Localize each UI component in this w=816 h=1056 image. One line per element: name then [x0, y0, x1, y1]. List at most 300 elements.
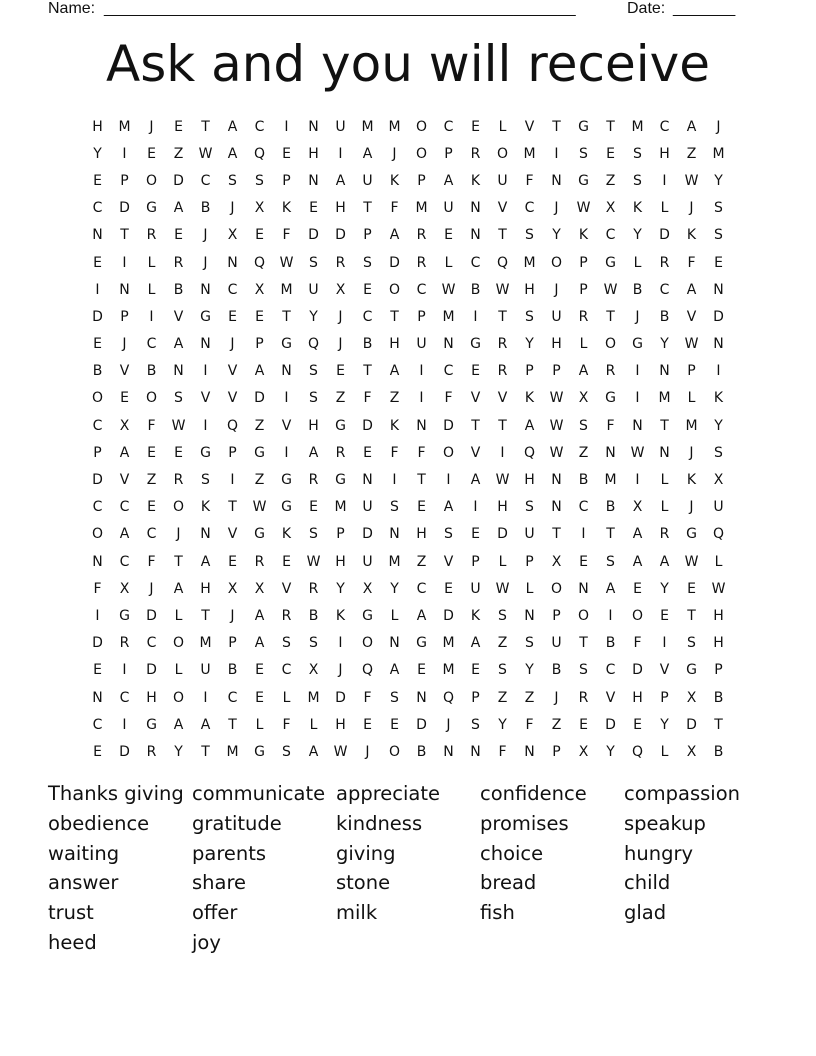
grid-letter[interactable]: E — [471, 118, 480, 135]
grid-letter[interactable]: I — [95, 281, 100, 298]
grid-letter[interactable]: T — [606, 308, 615, 325]
grid-letter[interactable]: S — [498, 662, 507, 679]
grid-letter[interactable]: I — [122, 145, 127, 162]
grid-letter[interactable]: X — [227, 580, 238, 597]
grid-letter[interactable]: I — [635, 390, 640, 407]
grid-letter[interactable]: L — [444, 254, 453, 271]
grid-letter[interactable]: I — [473, 499, 478, 516]
grid-letter[interactable]: O — [442, 444, 455, 461]
grid-letter[interactable]: W — [333, 743, 348, 760]
grid-letter[interactable]: M — [199, 635, 212, 652]
grid-letter[interactable]: N — [659, 363, 670, 380]
grid-letter[interactable]: S — [201, 472, 210, 489]
grid-letter[interactable]: K — [524, 390, 535, 407]
grid-letter[interactable]: M — [388, 118, 401, 135]
grid-letter[interactable]: A — [254, 363, 265, 380]
grid-letter[interactable]: A — [335, 172, 346, 189]
grid-letter[interactable]: V — [227, 363, 238, 380]
grid-letter[interactable]: T — [228, 716, 237, 733]
grid-letter[interactable]: A — [524, 417, 535, 434]
grid-letter[interactable]: B — [659, 308, 670, 325]
grid-letter[interactable]: D — [659, 227, 670, 244]
grid-letter[interactable]: E — [228, 308, 237, 325]
grid-letter[interactable]: Q — [631, 743, 644, 760]
grid-letter[interactable]: J — [635, 308, 640, 325]
grid-letter[interactable]: Y — [336, 580, 345, 597]
grid-letter[interactable]: E — [336, 363, 345, 380]
grid-letter[interactable]: P — [525, 553, 534, 570]
grid-letter[interactable]: L — [660, 200, 669, 217]
grid-letter[interactable]: J — [230, 200, 235, 217]
grid-letter[interactable]: V — [119, 472, 130, 489]
grid-letter[interactable]: B — [470, 281, 481, 298]
grid-letter[interactable]: F — [147, 553, 156, 570]
grid-letter[interactable]: I — [419, 363, 424, 380]
grid-letter[interactable]: N — [524, 743, 535, 760]
grid-letter[interactable]: I — [473, 308, 478, 325]
grid-letter[interactable]: O — [604, 336, 617, 353]
grid-letter[interactable]: H — [416, 526, 427, 543]
grid-letter[interactable]: V — [227, 390, 238, 407]
grid-letter[interactable]: S — [444, 526, 453, 543]
grid-letter[interactable]: S — [363, 254, 372, 271]
grid-letter[interactable]: X — [686, 743, 697, 760]
grid-letter[interactable]: C — [524, 200, 535, 217]
grid-letter[interactable]: N — [173, 363, 184, 380]
grid-letter[interactable]: O — [361, 635, 374, 652]
grid-letter[interactable]: Y — [660, 716, 669, 733]
grid-letter[interactable]: P — [552, 607, 561, 624]
grid-letter[interactable]: A — [227, 145, 238, 162]
grid-letter[interactable]: H — [632, 689, 643, 706]
grid-letter[interactable]: C — [659, 281, 670, 298]
grid-letter[interactable]: I — [635, 363, 640, 380]
grid-letter[interactable]: I — [284, 444, 289, 461]
grid-letter[interactable]: J — [122, 336, 127, 353]
grid-letter[interactable]: E — [282, 553, 291, 570]
grid-letter[interactable]: E — [390, 716, 399, 733]
date-blank-line[interactable]: _______ — [673, 0, 736, 17]
grid-letter[interactable]: C — [92, 200, 103, 217]
grid-letter[interactable]: C — [146, 526, 157, 543]
grid-letter[interactable]: V — [281, 417, 292, 434]
grid-letter[interactable]: Q — [523, 444, 536, 461]
grid-letter[interactable]: D — [416, 716, 427, 733]
grid-letter[interactable]: J — [554, 281, 559, 298]
grid-letter[interactable]: T — [363, 363, 372, 380]
grid-letter[interactable]: R — [119, 635, 130, 652]
grid-letter[interactable]: D — [146, 662, 157, 679]
grid-letter[interactable]: R — [470, 145, 481, 162]
grid-letter[interactable]: I — [122, 662, 127, 679]
grid-letter[interactable]: C — [146, 336, 157, 353]
grid-letter[interactable]: Y — [93, 145, 102, 162]
grid-letter[interactable]: E — [93, 172, 102, 189]
grid-letter[interactable]: D — [335, 227, 346, 244]
grid-letter[interactable]: E — [255, 308, 264, 325]
grid-letter[interactable]: S — [309, 363, 318, 380]
grid-letter[interactable]: L — [309, 716, 318, 733]
grid-letter[interactable]: O — [550, 254, 563, 271]
grid-letter[interactable]: U — [713, 499, 724, 516]
grid-letter[interactable]: T — [579, 635, 588, 652]
grid-letter[interactable]: P — [120, 308, 129, 325]
grid-letter[interactable]: J — [365, 743, 370, 760]
grid-letter[interactable]: O — [631, 607, 644, 624]
grid-letter[interactable]: S — [714, 444, 723, 461]
grid-letter[interactable]: S — [687, 635, 696, 652]
grid-letter[interactable]: E — [174, 118, 183, 135]
grid-letter[interactable]: J — [392, 145, 397, 162]
grid-letter[interactable]: A — [254, 635, 265, 652]
grid-letter[interactable]: N — [632, 417, 643, 434]
grid-letter[interactable]: W — [603, 281, 618, 298]
grid-letter[interactable]: Z — [578, 444, 589, 461]
grid-letter[interactable]: O — [550, 580, 563, 597]
grid-letter[interactable]: E — [93, 743, 102, 760]
grid-letter[interactable]: T — [390, 308, 399, 325]
grid-letter[interactable]: I — [284, 390, 289, 407]
grid-letter[interactable]: B — [92, 363, 103, 380]
grid-letter[interactable]: R — [605, 363, 616, 380]
grid-letter[interactable]: N — [659, 444, 670, 461]
grid-letter[interactable]: H — [335, 716, 346, 733]
grid-letter[interactable]: P — [417, 308, 426, 325]
grid-letter[interactable]: N — [416, 417, 427, 434]
grid-letter[interactable]: U — [470, 580, 481, 597]
grid-letter[interactable]: E — [417, 662, 426, 679]
grid-letter[interactable]: Q — [496, 254, 509, 271]
grid-letter[interactable]: P — [579, 281, 588, 298]
grid-letter[interactable]: B — [416, 743, 427, 760]
grid-letter[interactable]: G — [686, 662, 697, 679]
grid-letter[interactable]: C — [605, 227, 616, 244]
grid-letter[interactable]: Z — [146, 472, 157, 489]
grid-letter[interactable]: D — [92, 635, 103, 652]
grid-letter[interactable]: A — [605, 580, 616, 597]
grid-letter[interactable]: F — [606, 417, 615, 434]
grid-letter[interactable]: N — [713, 281, 724, 298]
grid-letter[interactable]: V — [227, 526, 238, 543]
grid-letter[interactable]: K — [470, 607, 481, 624]
grid-letter[interactable]: E — [255, 662, 264, 679]
grid-letter[interactable]: H — [659, 145, 670, 162]
grid-letter[interactable]: C — [200, 172, 211, 189]
grid-letter[interactable]: I — [554, 145, 559, 162]
grid-letter[interactable]: R — [308, 472, 319, 489]
grid-letter[interactable]: W — [549, 417, 564, 434]
grid-letter[interactable]: D — [119, 743, 130, 760]
grid-letter[interactable]: I — [635, 472, 640, 489]
grid-letter[interactable]: D — [173, 172, 184, 189]
grid-letter[interactable]: I — [446, 472, 451, 489]
grid-letter[interactable]: J — [230, 336, 235, 353]
grid-letter[interactable]: Z — [497, 689, 508, 706]
grid-letter[interactable]: Z — [254, 417, 265, 434]
grid-letter[interactable]: S — [525, 227, 534, 244]
grid-letter[interactable]: Y — [606, 743, 615, 760]
grid-letter[interactable]: A — [227, 118, 238, 135]
grid-letter[interactable]: C — [254, 118, 265, 135]
grid-letter[interactable]: Z — [254, 472, 265, 489]
grid-letter[interactable]: C — [119, 689, 130, 706]
grid-letter[interactable]: C — [227, 281, 238, 298]
grid-letter[interactable]: J — [230, 607, 235, 624]
grid-letter[interactable]: L — [525, 580, 534, 597]
grid-letter[interactable]: D — [119, 200, 130, 217]
grid-letter[interactable]: I — [122, 716, 127, 733]
grid-letter[interactable]: M — [415, 200, 428, 217]
grid-letter[interactable]: Z — [524, 689, 535, 706]
grid-letter[interactable]: T — [552, 526, 561, 543]
grid-letter[interactable]: Y — [660, 580, 669, 597]
grid-letter[interactable]: L — [633, 254, 642, 271]
grid-letter[interactable]: I — [203, 689, 208, 706]
grid-letter[interactable]: D — [713, 308, 724, 325]
grid-letter[interactable]: U — [362, 172, 373, 189]
grid-letter[interactable]: G — [335, 472, 346, 489]
grid-letter[interactable]: S — [309, 254, 318, 271]
grid-letter[interactable]: P — [255, 336, 264, 353]
grid-letter[interactable]: L — [147, 254, 156, 271]
grid-letter[interactable]: Y — [714, 417, 723, 434]
grid-letter[interactable]: R — [281, 607, 292, 624]
grid-letter[interactable]: T — [606, 526, 615, 543]
grid-letter[interactable]: U — [551, 635, 562, 652]
grid-letter[interactable]: N — [389, 526, 400, 543]
grid-letter[interactable]: A — [578, 363, 589, 380]
grid-letter[interactable]: V — [470, 444, 481, 461]
grid-letter[interactable]: S — [714, 227, 723, 244]
grid-letter[interactable]: A — [362, 145, 373, 162]
grid-letter[interactable]: C — [362, 308, 373, 325]
grid-letter[interactable]: T — [201, 743, 210, 760]
grid-letter[interactable]: D — [686, 716, 697, 733]
grid-letter[interactable]: W — [306, 553, 321, 570]
grid-letter[interactable]: R — [497, 336, 508, 353]
grid-letter[interactable]: X — [227, 227, 238, 244]
grid-letter[interactable]: T — [201, 118, 210, 135]
grid-letter[interactable]: S — [579, 145, 588, 162]
grid-letter[interactable]: P — [471, 553, 480, 570]
grid-letter[interactable]: U — [362, 553, 373, 570]
grid-letter[interactable]: O — [172, 635, 185, 652]
grid-letter[interactable]: O — [145, 172, 158, 189]
grid-letter[interactable]: F — [282, 227, 291, 244]
grid-letter[interactable]: B — [713, 743, 724, 760]
grid-letter[interactable]: E — [174, 444, 183, 461]
grid-letter[interactable]: J — [554, 689, 559, 706]
grid-letter[interactable]: C — [92, 417, 103, 434]
grid-letter[interactable]: V — [605, 689, 616, 706]
grid-letter[interactable]: K — [389, 417, 400, 434]
grid-letter[interactable]: I — [203, 417, 208, 434]
grid-letter[interactable]: A — [470, 635, 481, 652]
grid-letter[interactable]: H — [335, 553, 346, 570]
grid-letter[interactable]: Y — [552, 227, 561, 244]
grid-letter[interactable]: T — [498, 308, 507, 325]
grid-letter[interactable]: E — [579, 553, 588, 570]
grid-letter[interactable]: D — [497, 526, 508, 543]
grid-letter[interactable]: H — [713, 607, 724, 624]
grid-letter[interactable]: I — [230, 472, 235, 489]
grid-letter[interactable]: C — [92, 499, 103, 516]
grid-letter[interactable]: N — [308, 172, 319, 189]
grid-letter[interactable]: O — [91, 390, 104, 407]
grid-letter[interactable]: T — [471, 417, 480, 434]
grid-letter[interactable]: N — [551, 172, 562, 189]
grid-letter[interactable]: I — [662, 635, 667, 652]
grid-letter[interactable]: H — [308, 417, 319, 434]
grid-letter[interactable]: M — [604, 472, 617, 489]
grid-letter[interactable]: W — [495, 580, 510, 597]
grid-letter[interactable]: B — [551, 662, 562, 679]
grid-letter[interactable]: N — [524, 607, 535, 624]
grid-letter[interactable]: E — [309, 200, 318, 217]
grid-letter[interactable]: N — [227, 254, 238, 271]
grid-letter[interactable]: L — [174, 662, 183, 679]
grid-letter[interactable]: U — [335, 118, 346, 135]
grid-letter[interactable]: X — [119, 417, 130, 434]
grid-letter[interactable]: E — [660, 607, 669, 624]
grid-letter[interactable]: M — [118, 118, 131, 135]
grid-letter[interactable]: H — [308, 145, 319, 162]
grid-letter[interactable]: R — [308, 580, 319, 597]
grid-letter[interactable]: E — [687, 580, 696, 597]
grid-letter[interactable]: A — [200, 716, 211, 733]
grid-letter[interactable]: X — [335, 281, 346, 298]
grid-letter[interactable]: I — [662, 172, 667, 189]
grid-letter[interactable]: B — [713, 689, 724, 706]
grid-letter[interactable]: E — [255, 689, 264, 706]
grid-letter[interactable]: X — [632, 499, 643, 516]
grid-letter[interactable]: A — [254, 607, 265, 624]
grid-letter[interactable]: D — [443, 417, 454, 434]
grid-letter[interactable]: S — [714, 200, 723, 217]
grid-letter[interactable]: E — [714, 254, 723, 271]
grid-letter[interactable]: L — [390, 607, 399, 624]
grid-letter[interactable]: D — [308, 227, 319, 244]
grid-letter[interactable]: A — [389, 363, 400, 380]
grid-letter[interactable]: M — [442, 662, 455, 679]
grid-letter[interactable]: Q — [712, 526, 725, 543]
grid-letter[interactable]: L — [255, 716, 264, 733]
grid-letter[interactable]: P — [228, 444, 237, 461]
grid-letter[interactable]: C — [443, 363, 454, 380]
grid-letter[interactable]: I — [608, 607, 613, 624]
grid-letter[interactable]: N — [119, 281, 130, 298]
grid-letter[interactable]: K — [281, 526, 292, 543]
grid-letter[interactable]: I — [419, 390, 424, 407]
grid-letter[interactable]: M — [334, 499, 347, 516]
grid-letter[interactable]: I — [581, 526, 586, 543]
grid-letter[interactable]: T — [201, 607, 210, 624]
grid-letter[interactable]: G — [605, 390, 616, 407]
grid-letter[interactable]: F — [390, 200, 399, 217]
grid-letter[interactable]: S — [390, 499, 399, 516]
grid-letter[interactable]: N — [200, 526, 211, 543]
grid-letter[interactable]: N — [470, 743, 481, 760]
grid-letter[interactable]: Z — [551, 716, 562, 733]
grid-letter[interactable]: P — [579, 254, 588, 271]
grid-letter[interactable]: I — [338, 145, 343, 162]
grid-letter[interactable]: X — [578, 743, 589, 760]
grid-letter[interactable]: E — [255, 227, 264, 244]
grid-letter[interactable]: A — [119, 526, 130, 543]
grid-letter[interactable]: N — [92, 227, 103, 244]
grid-letter[interactable]: Z — [416, 553, 427, 570]
grid-letter[interactable]: L — [660, 499, 669, 516]
grid-letter[interactable]: C — [281, 662, 292, 679]
grid-letter[interactable]: P — [282, 172, 291, 189]
grid-letter[interactable]: I — [203, 363, 208, 380]
grid-letter[interactable]: A — [443, 499, 454, 516]
grid-letter[interactable]: E — [93, 662, 102, 679]
grid-letter[interactable]: I — [149, 308, 154, 325]
grid-letter[interactable]: B — [605, 499, 616, 516]
grid-letter[interactable]: T — [606, 118, 615, 135]
grid-letter[interactable]: B — [362, 336, 373, 353]
grid-letter[interactable]: S — [309, 526, 318, 543]
grid-letter[interactable]: S — [282, 743, 291, 760]
grid-letter[interactable]: I — [95, 607, 100, 624]
grid-letter[interactable]: O — [415, 145, 428, 162]
grid-letter[interactable]: J — [446, 716, 451, 733]
grid-letter[interactable]: C — [578, 499, 589, 516]
grid-letter[interactable]: J — [149, 118, 154, 135]
grid-letter[interactable]: B — [227, 662, 238, 679]
grid-letter[interactable]: M — [361, 118, 374, 135]
grid-letter[interactable]: G — [686, 526, 697, 543]
grid-letter[interactable]: J — [338, 662, 343, 679]
grid-letter[interactable]: T — [363, 200, 372, 217]
grid-letter[interactable]: Q — [253, 254, 266, 271]
grid-letter[interactable]: E — [363, 716, 372, 733]
grid-letter[interactable]: C — [146, 635, 157, 652]
grid-letter[interactable]: S — [390, 689, 399, 706]
grid-letter[interactable]: T — [228, 499, 237, 516]
grid-letter[interactable]: K — [335, 607, 346, 624]
grid-letter[interactable]: I — [500, 444, 505, 461]
grid-letter[interactable]: E — [444, 580, 453, 597]
grid-letter[interactable]: H — [389, 336, 400, 353]
grid-letter[interactable]: G — [200, 444, 211, 461]
grid-letter[interactable]: F — [282, 716, 291, 733]
grid-letter[interactable]: P — [471, 689, 480, 706]
grid-letter[interactable]: Q — [442, 689, 455, 706]
grid-letter[interactable]: L — [498, 553, 507, 570]
grid-letter[interactable]: M — [631, 118, 644, 135]
grid-letter[interactable]: V — [200, 390, 211, 407]
grid-letter[interactable]: I — [716, 363, 721, 380]
grid-letter[interactable]: E — [120, 390, 129, 407]
grid-letter[interactable]: G — [335, 417, 346, 434]
grid-letter[interactable]: P — [120, 172, 129, 189]
grid-letter[interactable]: A — [200, 553, 211, 570]
grid-letter[interactable]: C — [416, 580, 427, 597]
grid-letter[interactable]: F — [147, 417, 156, 434]
grid-letter[interactable]: B — [173, 281, 184, 298]
grid-letter[interactable]: G — [281, 472, 292, 489]
grid-letter[interactable]: J — [176, 526, 181, 543]
grid-letter[interactable]: A — [173, 200, 184, 217]
grid-letter[interactable]: N — [308, 118, 319, 135]
grid-letter[interactable]: M — [442, 308, 455, 325]
grid-letter[interactable]: P — [714, 662, 723, 679]
grid-letter[interactable]: G — [632, 336, 643, 353]
grid-letter[interactable]: O — [388, 743, 401, 760]
grid-letter[interactable]: A — [389, 227, 400, 244]
